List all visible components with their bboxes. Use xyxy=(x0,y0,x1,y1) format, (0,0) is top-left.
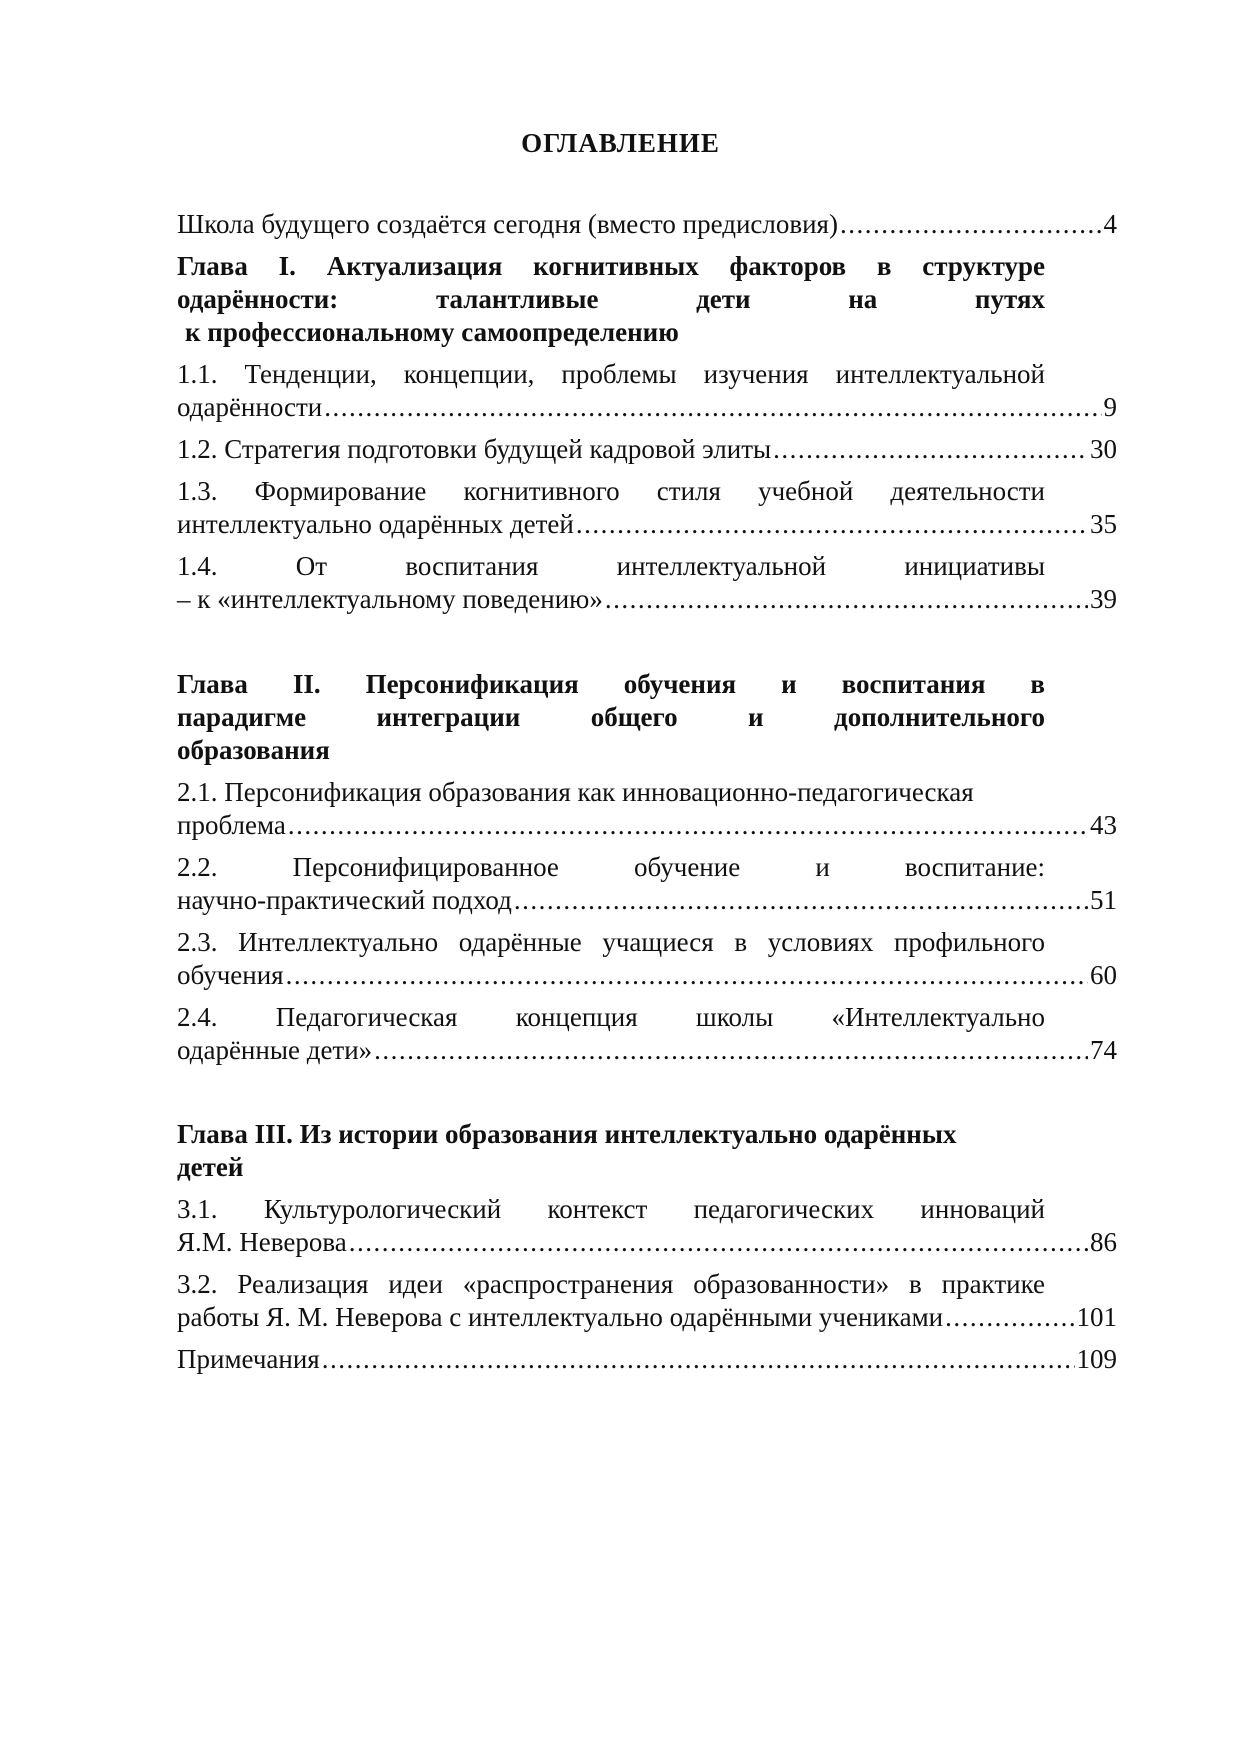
dot-leader xyxy=(322,1343,1075,1376)
toc-page-number: 30 xyxy=(1090,434,1117,464)
chapter-2-heading-line: Глава II. Персонификация обучения и воспитания в xyxy=(177,669,1045,699)
toc-entry-text: интеллектуально одарённых детей xyxy=(177,509,574,539)
toc-entry-text: Школа будущего создаётся сегодня (вместо предисловия) xyxy=(177,209,838,239)
dot-leader xyxy=(773,433,1088,466)
toc-entry-1-2[interactable] xyxy=(177,433,1117,466)
toc-entry-3-1-line[interactable]: 3.1. Культурологический контекст педагогических инноваций xyxy=(177,1194,1045,1224)
toc-entry-text: одарённые дети» xyxy=(177,1035,373,1065)
toc-page-number: 9 xyxy=(1103,392,1117,422)
toc-entry-2-1-line[interactable]: 2.1. Персонификация образования как инновационно-педагогическая xyxy=(177,777,974,807)
toc-page-number: 4 xyxy=(1103,209,1117,239)
toc-entry-2-4-line[interactable]: 2.4. Педагогическая концепция школы «Интеллектуально xyxy=(177,1002,1045,1032)
dot-leader xyxy=(288,809,1088,842)
toc-entry-text: научно-практический подход xyxy=(177,885,512,915)
dot-leader xyxy=(349,1226,1088,1259)
toc-entry-3-1[interactable] xyxy=(177,1226,1117,1259)
toc-page-number: 39 xyxy=(1090,584,1117,614)
chapter-3-heading-line: Глава III. Из истории образования интеллектуально одарённых xyxy=(177,1119,957,1149)
toc-entry-text: одарённости xyxy=(177,392,323,422)
toc-entry-text: обучения xyxy=(177,960,284,990)
chapter-1-heading-line: к профессиональному самоопределению xyxy=(185,317,679,347)
toc-page-number: 51 xyxy=(1090,885,1117,915)
toc-entry-3-2[interactable] xyxy=(177,1301,1117,1334)
toc-page-number: 101 xyxy=(1076,1302,1117,1332)
chapter-2-heading-line: парадигме интеграции общего и дополнительного xyxy=(177,702,1045,732)
chapter-2-heading-line: образования xyxy=(177,735,330,765)
dot-leader xyxy=(576,508,1088,541)
toc-entry-2-4[interactable] xyxy=(177,1034,1117,1067)
toc-page-number: 35 xyxy=(1090,509,1117,539)
dot-leader xyxy=(374,1034,1088,1067)
toc-page-number: 86 xyxy=(1090,1227,1117,1257)
toc-entry-1-3[interactable] xyxy=(177,508,1117,541)
toc-entry-3-2-line[interactable]: 3.2. Реализация идеи «распространения образованности» в практике xyxy=(177,1269,1045,1299)
toc-entry-2-3-line[interactable]: 2.3. Интеллектуально одарённые учащиеся в условиях профильного xyxy=(177,927,1045,957)
toc-page-number: 74 xyxy=(1090,1035,1117,1065)
toc-entry-text: Я.М. Неверова xyxy=(177,1227,347,1257)
toc-entry-text: проблема xyxy=(177,810,286,840)
toc-entry-1-4[interactable] xyxy=(177,583,1117,616)
toc-page-number: 60 xyxy=(1090,960,1117,990)
toc-entry-preface[interactable] xyxy=(177,208,1117,241)
toc-entry-text: 1.2. Стратегия подготовки будущей кадровой элиты xyxy=(177,434,772,464)
toc-entry-notes[interactable] xyxy=(177,1343,1117,1376)
toc-page-number: 109 xyxy=(1076,1344,1117,1374)
toc-entry-2-2[interactable] xyxy=(177,884,1117,917)
toc-entry-2-3[interactable] xyxy=(177,959,1117,992)
toc-entry-1-1[interactable] xyxy=(177,391,1117,424)
toc-entry-text: – к «интеллектуальному поведению» xyxy=(177,584,603,614)
chapter-3-heading-line: детей xyxy=(177,1152,244,1182)
dot-leader xyxy=(840,208,1102,241)
chapter-1-heading-line: одарённости: талантливые дети на путях xyxy=(177,284,1045,314)
dot-leader xyxy=(286,959,1088,992)
toc-entry-1-1-line[interactable]: 1.1. Тенденции, концепции, проблемы изучения интеллектуальной xyxy=(177,359,1045,389)
toc-entry-1-3-line[interactable]: 1.3. Формирование когнитивного стиля учебной деятельности xyxy=(177,476,1045,506)
toc-entry-text: работы Я. М. Неверова с интеллектуально одарёнными учениками xyxy=(177,1302,944,1332)
toc-entry-1-4-line[interactable]: 1.4. От воспитания интеллектуальной инициативы xyxy=(177,551,1045,581)
dot-leader xyxy=(945,1301,1074,1334)
dot-leader xyxy=(514,884,1088,917)
toc-entry-2-1[interactable] xyxy=(177,809,1117,842)
toc-entry-2-2-line[interactable]: 2.2. Персонифицированное обучение и воспитание: xyxy=(177,852,1045,882)
dot-leader xyxy=(324,391,1101,424)
toc-page-number: 43 xyxy=(1090,810,1117,840)
page-title: ОГЛАВЛЕНИЕ xyxy=(521,128,720,158)
dot-leader xyxy=(605,583,1088,616)
chapter-1-heading-line: Глава I. Актуализация когнитивных факторов в структуре xyxy=(177,251,1045,281)
toc-entry-text: Примечания xyxy=(177,1344,320,1374)
